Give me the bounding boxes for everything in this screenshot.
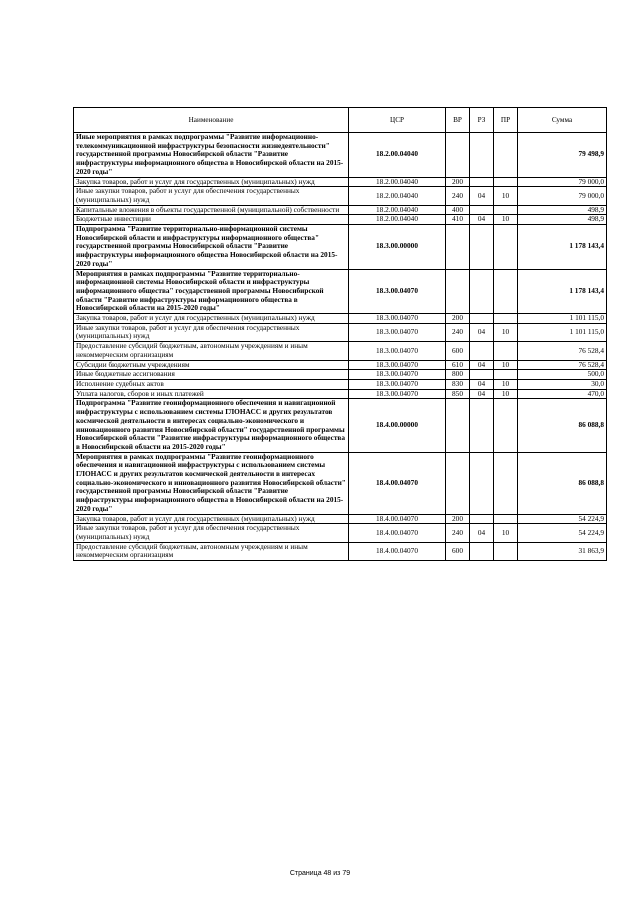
cell-name: Иные бюджетные ассигнования — [74, 370, 349, 380]
cell-sum: 54 224,9 — [518, 524, 607, 542]
cell-vr — [446, 225, 470, 270]
table-row — [74, 323, 607, 341]
cell-vr: 400 — [446, 205, 470, 215]
table-row — [74, 370, 607, 380]
cell-csr: 18.3.00.00000 — [349, 225, 446, 270]
cell-pr — [494, 342, 518, 360]
cell-sum: 1 178 143,4 — [518, 269, 607, 314]
cell-name: Закупка товаров, работ и услуг для государственных (муниципальных) нужд — [74, 514, 349, 524]
cell-pr: 10 — [494, 524, 518, 542]
cell-csr: 18.2.00.04040 — [349, 133, 446, 178]
cell-sum: 86 088,8 — [518, 452, 607, 514]
cell-vr: 830 — [446, 379, 470, 389]
cell-vr — [446, 133, 470, 178]
cell-pr — [494, 514, 518, 524]
cell-sum: 498,9 — [518, 215, 607, 225]
table-row — [74, 342, 607, 360]
cell-csr: 18.2.00.04040 — [349, 187, 446, 205]
cell-pr: 10 — [494, 323, 518, 341]
cell-pr — [494, 177, 518, 187]
cell-csr: 18.3.00.04070 — [349, 314, 446, 324]
table-row — [74, 379, 607, 389]
cell-pr — [494, 314, 518, 324]
cell-sum: 79 000,0 — [518, 177, 607, 187]
cell-vr: 240 — [446, 524, 470, 542]
cell-pr — [494, 133, 518, 178]
cell-pr — [494, 225, 518, 270]
cell-name: Исполнение судебных актов — [74, 379, 349, 389]
cell-pr: 10 — [494, 187, 518, 205]
cell-csr: 18.3.00.04070 — [349, 379, 446, 389]
cell-name: Бюджетные инвестиции — [74, 215, 349, 225]
cell-name: Субсидии бюджетным учреждениям — [74, 360, 349, 370]
cell-name: Предоставление субсидий бюджетным, автономным учреждениям и иным некоммерческим организациям — [74, 342, 349, 360]
cell-vr: 240 — [446, 323, 470, 341]
cell-name: Предоставление субсидий бюджетным, автономным учреждениям и иным некоммерческим организациям — [74, 542, 349, 560]
cell-sum: 31 863,9 — [518, 542, 607, 560]
cell-pr — [494, 542, 518, 560]
cell-name: Уплата налогов, сборов и иных платежей — [74, 389, 349, 399]
cell-csr: 18.4.00.04070 — [349, 452, 446, 514]
page-number: Страница 48 из 79 — [289, 870, 351, 877]
cell-vr — [446, 399, 470, 452]
cell-vr: 200 — [446, 177, 470, 187]
cell-sum: 86 088,8 — [518, 399, 607, 452]
cell-sum: 498,9 — [518, 205, 607, 215]
cell-vr — [446, 269, 470, 314]
cell-vr — [446, 452, 470, 514]
cell-pr — [494, 370, 518, 380]
cell-pr — [494, 205, 518, 215]
cell-rz — [470, 452, 494, 514]
table-row — [74, 514, 607, 524]
cell-pr: 10 — [494, 379, 518, 389]
table-row — [74, 187, 607, 205]
cell-name: Закупка товаров, работ и услуг для государственных (муниципальных) нужд — [74, 177, 349, 187]
cell-csr: 18.4.00.04070 — [349, 514, 446, 524]
table-row — [74, 542, 607, 560]
cell-csr: 18.3.00.04070 — [349, 269, 446, 314]
budget-table — [73, 107, 607, 561]
table-row — [74, 399, 607, 452]
table-row — [74, 177, 607, 187]
cell-vr: 410 — [446, 215, 470, 225]
cell-rz — [470, 542, 494, 560]
cell-rz: 04 — [470, 215, 494, 225]
cell-name: Иные закупки товаров, работ и услуг для обеспечения государственных (муниципальных) нужд — [74, 323, 349, 341]
cell-rz — [470, 399, 494, 452]
table-header-row — [74, 108, 607, 133]
table-row — [74, 314, 607, 324]
cell-vr: 610 — [446, 360, 470, 370]
header-name: Наименование — [74, 108, 349, 133]
cell-rz — [470, 177, 494, 187]
cell-sum: 76 528,4 — [518, 360, 607, 370]
header-pr: ПР — [494, 108, 518, 133]
cell-name: Подпрограмма "Развитие территориально-информационной системы Новосибирской области и инфраструктуры информационного общества" государственной программы Новосибирской области "Развитие инфраструктуры информационного общества Новосибирской области на 2015-2020 годы" — [74, 225, 349, 270]
header-rz: РЗ — [470, 108, 494, 133]
cell-vr: 200 — [446, 314, 470, 324]
cell-rz: 04 — [470, 389, 494, 399]
cell-name: Капитальные вложения в объекты государственной (муниципальной) собственности — [74, 205, 349, 215]
cell-name: Мероприятия в рамках подпрограммы "Развитие территориально-информационной системы Новосибирской области и инфраструктуры информационного общества" государственной программы Новосибирской области "Развитие инфраструктуры информационного общества в Новосибирской области на 2015-2020 годы" — [74, 269, 349, 314]
cell-csr: 18.2.00.04040 — [349, 177, 446, 187]
cell-rz — [470, 133, 494, 178]
cell-vr: 600 — [446, 542, 470, 560]
table-row — [74, 133, 607, 178]
cell-csr: 18.2.00.04040 — [349, 205, 446, 215]
table-row — [74, 524, 607, 542]
header-csr: ЦСР — [349, 108, 446, 133]
cell-sum: 54 224,9 — [518, 514, 607, 524]
cell-pr: 10 — [494, 360, 518, 370]
cell-pr — [494, 399, 518, 452]
cell-csr: 18.3.00.04070 — [349, 342, 446, 360]
table-row — [74, 205, 607, 215]
cell-rz — [470, 370, 494, 380]
cell-rz — [470, 314, 494, 324]
table-row — [74, 215, 607, 225]
table-row — [74, 389, 607, 399]
cell-csr: 18.4.00.04070 — [349, 542, 446, 560]
cell-csr: 18.3.00.04070 — [349, 389, 446, 399]
cell-pr: 10 — [494, 215, 518, 225]
cell-rz: 04 — [470, 524, 494, 542]
cell-csr: 18.4.00.00000 — [349, 399, 446, 452]
cell-vr: 240 — [446, 187, 470, 205]
cell-sum: 470,0 — [518, 389, 607, 399]
cell-vr: 200 — [446, 514, 470, 524]
cell-name: Иные закупки товаров, работ и услуг для обеспечения государственных (муниципальных) нужд — [74, 524, 349, 542]
cell-sum: 76 528,4 — [518, 342, 607, 360]
cell-sum: 79 000,0 — [518, 187, 607, 205]
cell-name: Подпрограмма "Развитие геоинформационного обеспечения и навигационной инфраструктуры с использованием системы ГЛОНАСС и других результатов космической деятельности в интересах социально-экономического и инновационного развития Новосибирской области" государственной программы Новосибирской области "Развитие инфраструктуры информационного общества в Новосибирской области на 2015-2020 годы" — [74, 399, 349, 452]
cell-rz: 04 — [470, 187, 494, 205]
cell-pr: 10 — [494, 389, 518, 399]
cell-csr: 18.4.00.04070 — [349, 524, 446, 542]
cell-name: Иные закупки товаров, работ и услуг для обеспечения государственных (муниципальных) нужд — [74, 187, 349, 205]
table-row — [74, 269, 607, 314]
cell-rz — [470, 269, 494, 314]
cell-csr: 18.3.00.04070 — [349, 323, 446, 341]
cell-pr — [494, 269, 518, 314]
cell-rz — [470, 205, 494, 215]
table-row — [74, 452, 607, 514]
header-sum: Сумма — [518, 108, 607, 133]
cell-rz: 04 — [470, 360, 494, 370]
cell-csr: 18.3.00.04070 — [349, 360, 446, 370]
cell-csr: 18.2.00.04040 — [349, 215, 446, 225]
cell-sum: 500,0 — [518, 370, 607, 380]
cell-vr: 800 — [446, 370, 470, 380]
table-row — [74, 225, 607, 270]
cell-rz — [470, 342, 494, 360]
cell-name: Иные мероприятия в рамках подпрограммы "Развитие информационно-телекоммуникационной инфраструктуры безопасности жизнедеятельности" государственной программы Новосибирской области "Развитие инфраструктуры информационного общества в Новосибирской области на 2015-2020 годы" — [74, 133, 349, 178]
cell-rz: 04 — [470, 323, 494, 341]
table-row — [74, 360, 607, 370]
cell-sum: 30,0 — [518, 379, 607, 389]
cell-sum: 1 101 115,0 — [518, 323, 607, 341]
cell-vr: 850 — [446, 389, 470, 399]
cell-csr: 18.3.00.04070 — [349, 370, 446, 380]
cell-name: Мероприятия в рамках подпрограммы "Развитие геоинформационного обеспечения и навигационной инфраструктуры с использованием системы ГЛОНАСС и других результатов космической деятельности в интересах социально-экономического и инновационного развития Новосибирской области" государственной программы Новосибирской области "Развитие инфраструктуры информационного общества в Новосибирской области на 2015-2020 годы" — [74, 452, 349, 514]
cell-rz: 04 — [470, 379, 494, 389]
header-vr: ВР — [446, 108, 470, 133]
cell-rz — [470, 514, 494, 524]
table-body — [74, 133, 607, 561]
cell-pr — [494, 452, 518, 514]
cell-name: Закупка товаров, работ и услуг для государственных (муниципальных) нужд — [74, 314, 349, 324]
cell-vr: 600 — [446, 342, 470, 360]
cell-sum: 1 101 115,0 — [518, 314, 607, 324]
cell-sum: 1 178 143,4 — [518, 225, 607, 270]
cell-sum: 79 498,9 — [518, 133, 607, 178]
cell-rz — [470, 225, 494, 270]
